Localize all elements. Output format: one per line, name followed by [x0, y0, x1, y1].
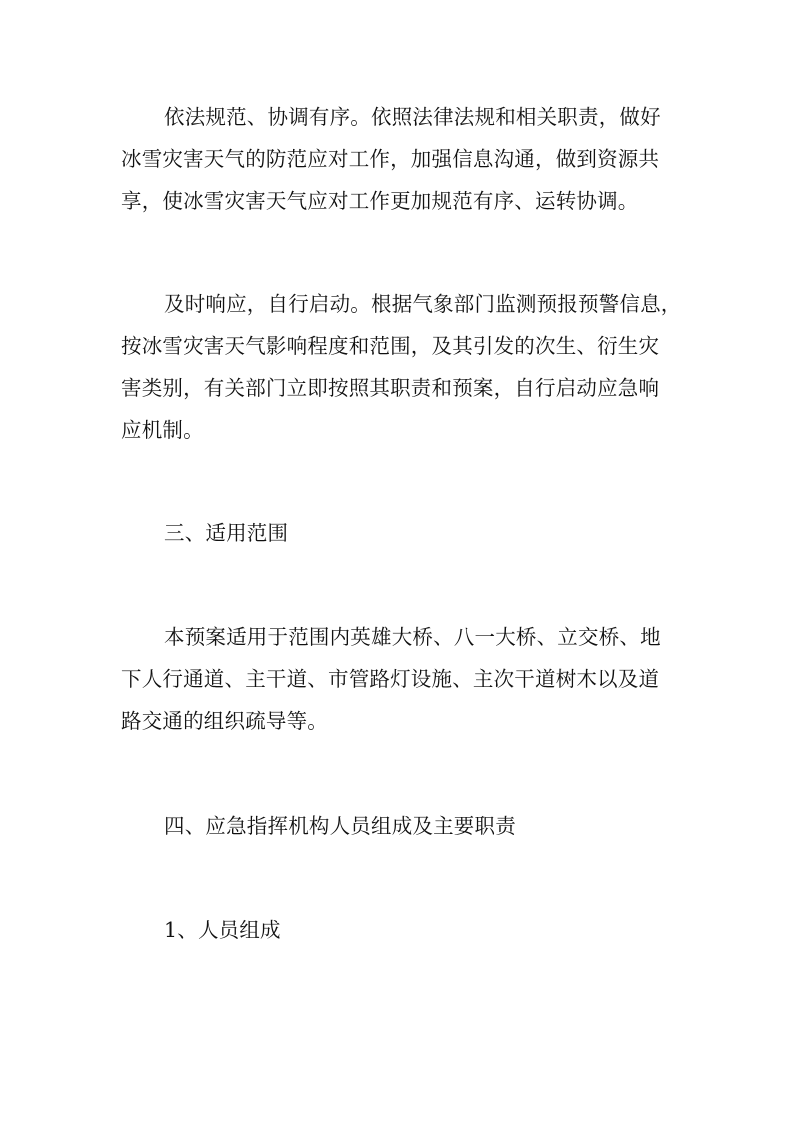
subsection-heading-4-1: 1、人员组成	[164, 918, 281, 942]
section-heading-3: 三、适用范围	[164, 521, 289, 545]
paragraph-1-line-2: 冰雪灾害天气的防范应对工作，加强信息沟通，做到资源共	[121, 147, 660, 171]
paragraph-3-line-2: 下人行通道、主干道、市管路灯设施、主次干道树木以及道	[121, 667, 660, 691]
paragraph-1-line-1: 依法规范、协调有序。依照法律法规和相关职责，做好	[164, 105, 661, 129]
paragraph-2-line-2: 按冰雪灾害天气影响程度和范围，及其引发的次生、衍生灾	[121, 334, 660, 358]
paragraph-1-line-3: 享，使冰雪灾害天气应对工作更加规范有序、运转协调。	[121, 189, 639, 213]
paragraph-3-line-3: 路交通的组织疏导等。	[121, 709, 328, 733]
paragraph-2-line-1: 及时响应，自行启动。根据气象部门监测预报预警信息，	[164, 292, 682, 316]
paragraph-2-line-3: 害类别，有关部门立即按照其职责和预案，自行启动应急响	[121, 376, 660, 400]
paragraph-3-line-1: 本预案适用于范围内英雄大桥、八一大桥、立交桥、地	[164, 625, 661, 649]
paragraph-2-line-4: 应机制。	[121, 418, 204, 442]
section-heading-4: 四、应急指挥机构人员组成及主要职责	[164, 814, 516, 838]
